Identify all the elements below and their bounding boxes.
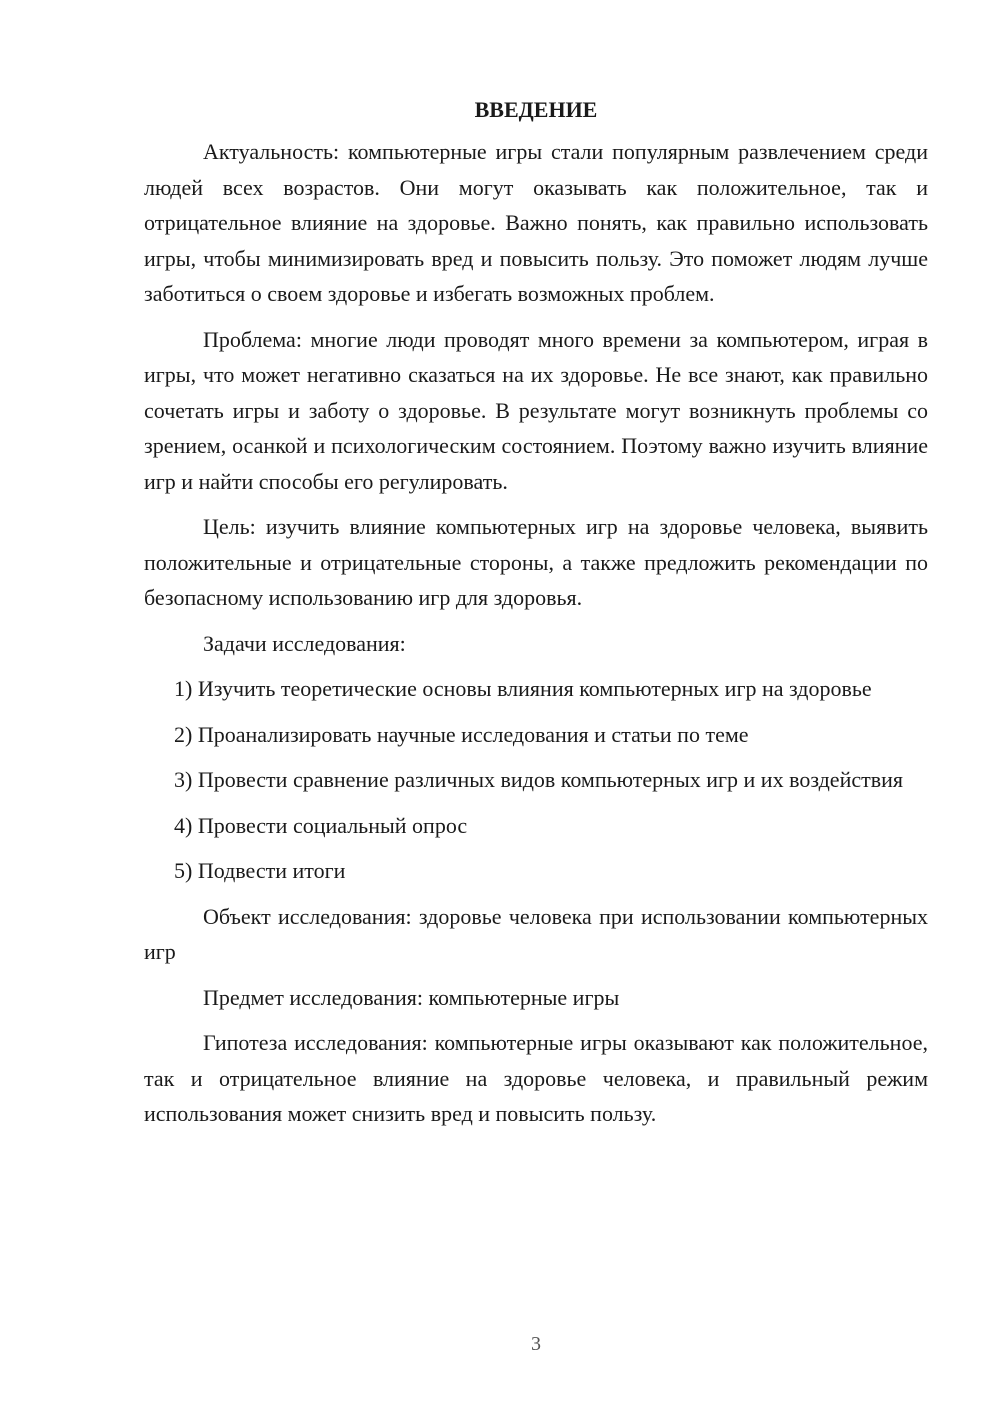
problem-paragraph: Проблема: многие люди проводят много времени за компьютером, играя в игры, что может негативно сказаться на их здоровье. Не все знают, как правильно сочетать игры и заботу о здоровье. В результате могут возникнуть проблемы со зрением, осанкой и психологическим состоянием. Поэтому важно изучить влияние игр и найти способы его регулировать. bbox=[144, 326, 928, 494]
subject-paragraph: Предмет исследования: компьютерные игры bbox=[203, 984, 620, 1010]
task-item-1: 1) Изучить теоретические основы влияния компьютерных игр на здоровье bbox=[174, 676, 872, 701]
task-item-2: 2) Проанализировать научные исследования и статьи по теме bbox=[174, 721, 749, 747]
hypothesis-paragraph: Гипотеза исследования: компьютерные игры оказывают как положительное, так и отрицательное влияние на здоровье человека, и правильный режим использования может снизить вред и повысить пользу. bbox=[144, 1030, 928, 1126]
relevance-paragraph: Актуальность: компьютерные игры стали популярным развлечением среди людей всех возрастов. Они могут оказывать как положительное, так и отрицательное влияние на здоровье. Важно понять, как правильно использовать игры, чтобы минимизировать вред и повысить пользу. Это поможет людям лучше заботиться о своем здоровье и избегать возможных проблем. bbox=[144, 139, 928, 306]
object-paragraph: Объект исследования: здоровье человека при использовании компьютерных игр bbox=[144, 903, 928, 964]
task-item-3: 3) Провести сравнение различных видов компьютерных игр и их воздействия bbox=[174, 767, 903, 792]
task-item-4: 4) Провести социальный опрос bbox=[174, 812, 468, 838]
document-page bbox=[144, 94, 928, 1142]
task-item-5: 5) Подвести итоги bbox=[174, 858, 346, 883]
page-number: 3 bbox=[531, 1333, 541, 1355]
tasks-title: Задачи исследования: bbox=[203, 630, 406, 656]
goal-paragraph: Цель: изучить влияние компьютерных игр на здоровье человека, выявить положительные и отрицательные стороны, а также предложить рекомендации по безопасному использованию игр для здоровья. bbox=[144, 514, 928, 610]
section-heading: ВВЕДЕНИЕ bbox=[474, 97, 598, 122]
